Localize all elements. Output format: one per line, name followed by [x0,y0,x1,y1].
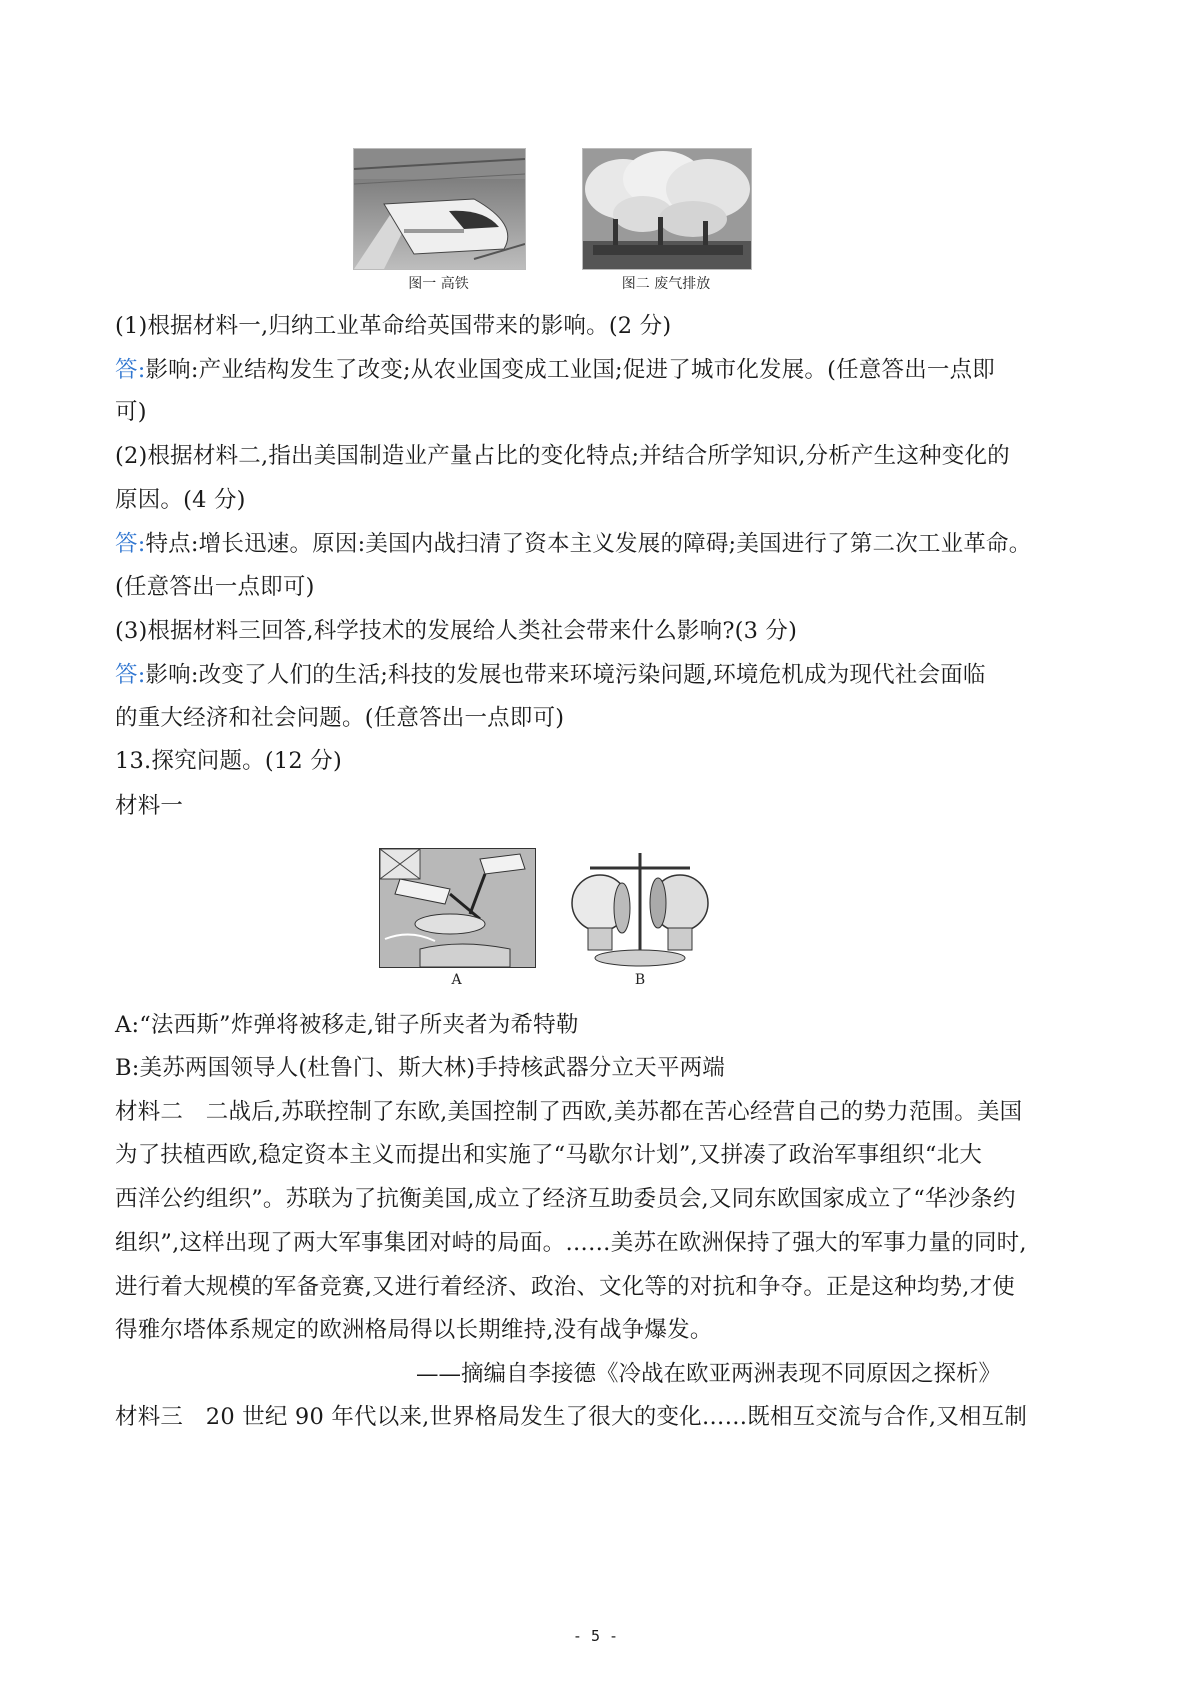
material-2-line: 得雅尔塔体系规定的欧洲格局得以长期维持,没有战争爆发。 [115,1317,713,1343]
cartoon-b-label: B [634,972,646,988]
answer-1-text: 影响:产业结构发生了改变;从农业国变成工业国;促进了城市化发展。(任意答出一点即 [145,357,996,383]
question-3: (3)根据材料三回答,科学技术的发展给人类社会带来什么影响?(3 分) [115,618,798,644]
cartoon-a-label: A [451,972,462,988]
answer-1-line1 [115,355,995,385]
answer-label: 答: [115,662,146,688]
material-2-source: ——摘编自李接德《冷战在欧亚两洲表现不同原因之探析》 [415,1361,1001,1387]
answer-label: 答: [115,357,146,383]
cartoon-a [379,848,536,968]
answer-3-line1 [115,660,986,690]
material-2-line: 组织”,这样出现了两大军事集团对峙的局面。……美苏在欧洲保持了强大的军事力量的同时, [115,1230,1027,1256]
material-2-line: 为了扶植西欧,稳定资本主义而提出和实施了“马歇尔计划”,又拼凑了政治军事组织“北大 [115,1142,983,1168]
fig2-caption: 图二 废气排放 [621,276,711,292]
question-1: (1)根据材料一,归纳工业革命给英国带来的影响。(2 分) [115,313,672,339]
page-number: - 5 - [572,1627,619,1645]
answer-3-text: 影响:改变了人们的生活;科技的发展也带来环境污染问题,环境危机成为现代社会面临 [145,662,986,688]
answer-2-line2: (任意答出一点即可) [115,574,315,600]
cartoon-b [550,848,730,968]
question-2-line1: (2)根据材料二,指出美国制造业产量占比的变化特点;并结合所学知识,分析产生这种变化的 [115,443,1010,469]
answer-3-line2: 的重大经济和社会问题。(任意答出一点即可) [115,705,565,731]
material-2-line: 进行着大规模的军备竞赛,又进行着经济、政治、文化等的对抗和争夺。正是这种均势,才使 [115,1274,1016,1300]
material-2-line: 西洋公约组织”。苏联为了抗衡美国,成立了经济互助委员会,又同东欧国家成立了“华沙条约 [115,1186,1016,1212]
material-3-line: 材料三 20 世纪 90 年代以来,世界格局发生了很大的变化……既相互交流与合作,又相互制 [115,1404,1028,1430]
cartoon-b-description: B:美苏两国领导人(杜鲁门、斯大林)手持核武器分立天平两端 [115,1055,725,1081]
answer-1-line2: 可) [115,399,147,425]
answer-2-text: 特点:增长迅速。原因:美国内战扫清了资本主义发展的障碍;美国进行了第二次工业革命。 [145,531,1032,557]
exhaust-emission-photo [582,148,752,270]
question-13: 13.探究问题。(12 分) [115,748,342,774]
fig1-caption: 图一 高铁 [408,276,469,292]
answer-2-line1 [115,529,1031,559]
material-1-title: 材料一 [115,793,184,819]
high-speed-train-photo [353,148,526,270]
answer-label: 答: [115,531,146,557]
question-2-line2: 原因。(4 分) [115,487,246,513]
material-2-line: 材料二 二战后,苏联控制了东欧,美国控制了西欧,美苏都在苦心经营自己的势力范围。美国 [115,1099,1023,1125]
cartoon-a-description: A:“法西斯”炸弹将被移走,钳子所夹者为希特勒 [115,1012,579,1038]
